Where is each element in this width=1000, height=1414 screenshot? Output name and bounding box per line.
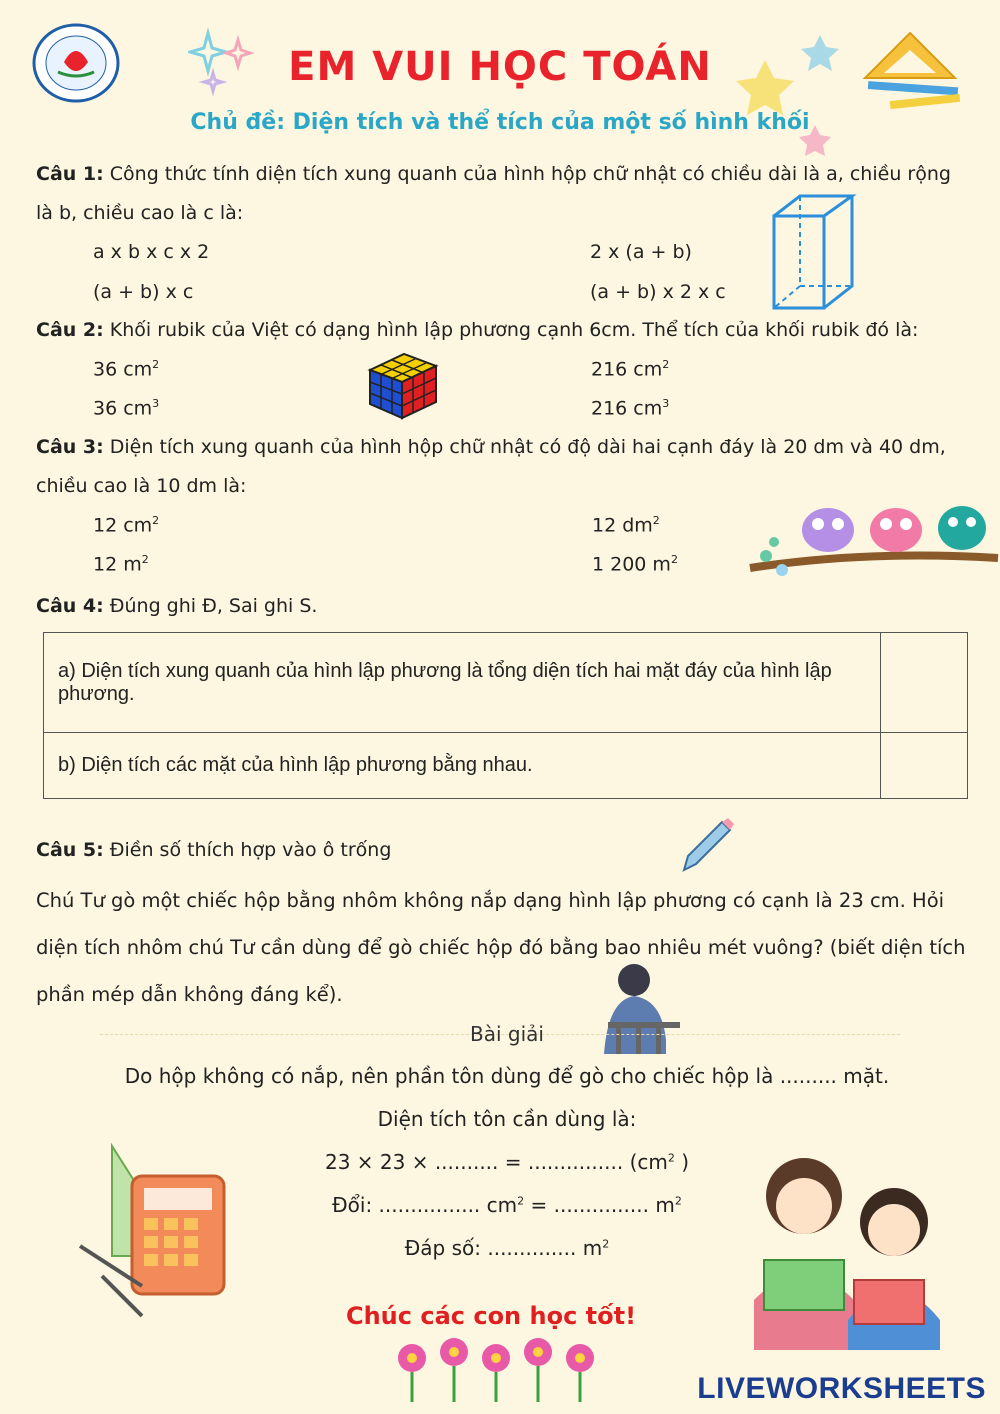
table-row [44,733,968,799]
question-4 [36,587,966,626]
true-false-table [43,632,968,799]
closing-message: Chúc các con học tốt! [345,1302,637,1330]
q3-option-d[interactable]: 1 200 $m^2$ [592,553,678,576]
statement-a: a) Diện tích xung quanh của hình lập phương là tổng diện tích hai mặt đáy của hình lập phương. [44,633,881,733]
table-row [44,633,968,733]
question-3-label: Câu 3: [36,436,104,458]
question-5-text: Điền số thích hợp vào ô trống [103,839,392,861]
q1-option-d[interactable]: (a + b) x 2 x c [590,281,726,303]
page-subtitle: Chủ đề: Diện tích và thể tích của một số hình khối [190,110,810,135]
q1-option-b[interactable]: 2 x (a + b) [590,241,692,263]
solution-line-2: Diện tích tôn cần dùng là: [377,1107,637,1131]
q3-option-a[interactable]: 12 $cm^2$ [93,514,160,537]
calculator-tools-icon [72,1136,242,1326]
q2-option-a[interactable]: 36 $cm^2$ [93,358,160,381]
question-4-text: Đúng ghi Đ, Sai ghi S. [103,595,318,617]
question-1-text: Công thức tính diện tích xung quanh của hình hộp chữ nhật có chiều dài là a, chiều rộng là b, chiều cao là c là: [36,163,951,224]
question-2-label: Câu 2: [36,319,104,341]
question-4-label: Câu 4: [36,595,104,617]
q1-option-c[interactable]: (a + b) x c [93,281,194,303]
pencil-icon [676,816,736,876]
q2-option-d[interactable]: 216 $cm^3$ [591,397,670,420]
solution-line-1[interactable]: Do hộp không có nắp, nên phần tôn dùng để gò cho chiếc hộp là ......... mặt. [124,1064,890,1088]
question-3 [36,428,966,506]
q3-option-c[interactable]: 12 $m^2$ [93,553,149,576]
question-2 [36,311,966,350]
solution-title: Bài giải [470,1022,544,1046]
birds-branch-icon [746,500,1000,592]
question-2-text: Khối rubik của Việt có dạng hình lập phương cạnh 6cm. Thể tích của khối rubik đó là: [103,319,919,341]
statement-b: b) Diện tích các mặt của hình lập phương bằng nhau. [44,733,881,799]
q2-option-b[interactable]: 216 $cm^2$ [591,358,670,381]
q3-option-b[interactable]: 12 $dm^2$ [592,514,660,537]
question-5-problem: Chú Tư gò một chiếc hộp bằng nhôm không nắp dạng hình lập phương có cạnh là 23 cm. Hỏi diện tích nhôm chú Tư cần dùng để gò chiếc hộp đó bằng bao nhiêu mét vuông? (biết diện tích phần mép dẫn không đáng kể). [36,889,966,1006]
flowers-icon [392,1334,604,1404]
solution-line-3[interactable]: 23 × 23 × .......... = ............... ($cm^2$ ) [324,1150,690,1174]
solution-line-4[interactable]: Đổi: ................ $cm^2$ = ............... $m^2$ [332,1193,682,1217]
cuboid-icon [768,192,860,314]
solution-answer[interactable]: Đáp số: .............. $m^2$ [404,1236,610,1260]
rubik-cube-icon [366,348,440,422]
q2-option-c[interactable]: 36 $cm^3$ [93,397,160,420]
brand-logo: LIVEWORKSHEETS [697,1372,986,1405]
answer-cell-a[interactable] [881,633,968,733]
question-5 [36,831,966,870]
q1-option-a[interactable]: a x b x c x 2 [93,241,210,263]
page-title: EM VUI HỌC TOÁN [288,44,712,90]
question-1-label: Câu 1: [36,163,104,185]
question-5-label: Câu 5: [36,839,104,861]
question-3-text: Diện tích xung quanh của hình hộp chữ nhật có độ dài hai cạnh đáy là 20 dm và 40 dm, chiều cao là 10 dm là: [36,436,946,497]
answer-cell-b[interactable] [881,733,968,799]
